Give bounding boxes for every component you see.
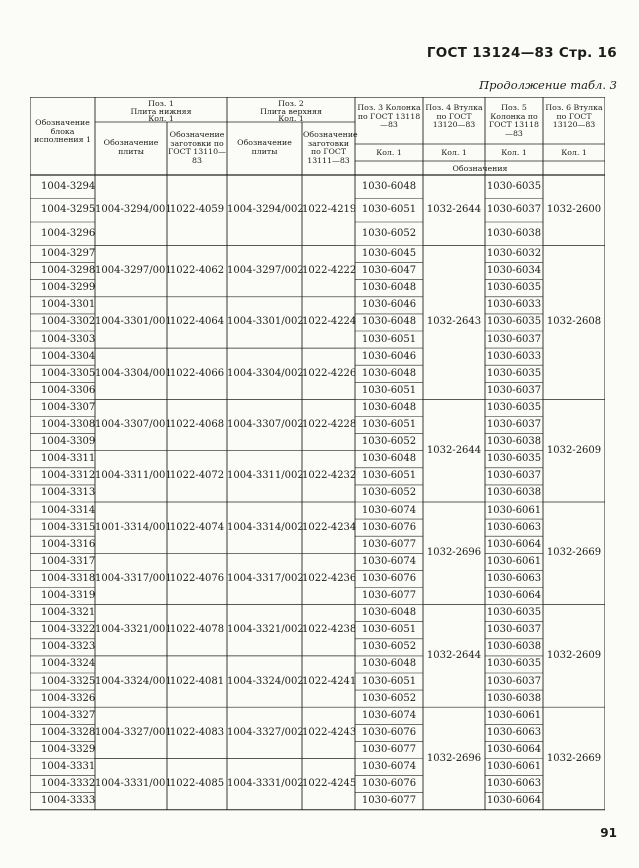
- pos3-column-designation: 1030-6051: [361, 384, 417, 396]
- header-pos1-name: Плита нижняя: [130, 107, 192, 116]
- pos5-column-designation: 1030-6038: [486, 692, 542, 704]
- upper-plate-blank: 1022-4238: [302, 624, 357, 636]
- block-designation: 1004-3304: [41, 350, 96, 362]
- pos6-bushing-designation: 1032-2669: [546, 547, 602, 559]
- pos3-column-designation: 1030-6077: [361, 590, 417, 602]
- pos5-column-designation: 1030-6061: [486, 504, 542, 516]
- block-designation: 1004-3295: [41, 204, 96, 216]
- page-number: 91: [600, 826, 617, 840]
- upper-plate-blank: 1022-4241: [302, 675, 357, 687]
- pos5-column-designation: 1030-6037: [486, 675, 542, 687]
- pos5-column-designation: 1030-6037: [486, 204, 542, 216]
- upper-plate-blank: 1022-4224: [302, 316, 357, 328]
- lower-plate-blank: 1022-4083: [169, 726, 225, 738]
- block-designation: 1004-3328: [41, 726, 96, 738]
- header-pos5-qty: Кол. 1: [501, 148, 527, 157]
- pos5-column-designation: 1030-6033: [486, 299, 542, 311]
- lower-plate-designation: 1004-3317/001: [95, 572, 172, 584]
- pos4-bushing-designation: 1032-2696: [426, 752, 482, 764]
- header-designations: Обозначения: [452, 164, 508, 173]
- header-blank-13110: Обозначение заготовки по ГОСТ 13110—83: [168, 130, 226, 165]
- pos5-column-designation: 1030-6035: [486, 367, 542, 379]
- pos3-column-designation: 1030-6048: [361, 658, 417, 670]
- pos3-column-designation: 1030-6076: [361, 726, 417, 738]
- block-designation: 1004-3306: [41, 384, 96, 396]
- header-pos6: Поз. 6 Втулка по ГОСТ 13120—83: [545, 103, 603, 130]
- pos3-column-designation: 1030-6051: [361, 624, 417, 636]
- lower-plate-designation: 1004-3294/001: [95, 204, 172, 216]
- header-pos6-qty: Кол. 1: [561, 148, 587, 157]
- pos5-column-designation: 1030-6037: [486, 419, 542, 431]
- upper-plate-blank: 1022-4234: [302, 521, 357, 533]
- block-designation: 1004-3333: [41, 795, 96, 807]
- pos6-bushing-designation: 1032-2609: [546, 444, 602, 456]
- block-designation: 1004-3326: [41, 692, 96, 704]
- block-designation: 1004-3296: [41, 227, 96, 239]
- pos5-column-designation: 1030-6061: [486, 555, 542, 567]
- pos3-column-designation: 1030-6048: [361, 401, 417, 413]
- upper-plate-designation: 1004-3311/002: [227, 470, 304, 482]
- pos5-column-designation: 1030-6035: [486, 282, 542, 294]
- pos5-column-designation: 1030-6063: [486, 572, 542, 584]
- header-blank-13111: Обозначение заготовки по ГОСТ 13111—83: [303, 130, 358, 165]
- upper-plate-designation: 1004-3324/002: [227, 675, 304, 687]
- pos3-column-designation: 1030-6074: [361, 504, 417, 516]
- lower-plate-designation: 1001-3314/001: [95, 521, 172, 533]
- pos5-column-designation: 1030-6038: [486, 436, 542, 448]
- block-designation: 1004-3313: [41, 487, 96, 499]
- block-designation: 1004-3305: [41, 367, 96, 379]
- upper-plate-designation: 1004-3321/002: [227, 624, 304, 636]
- lower-plate-blank: 1022-4068: [169, 419, 225, 431]
- upper-plate-blank: 1022-4226: [302, 367, 357, 379]
- block-designation: 1004-3298: [41, 265, 96, 277]
- pos3-column-designation: 1030-6076: [361, 521, 417, 533]
- upper-plate-blank: 1022-4236: [302, 572, 357, 584]
- pos3-column-designation: 1030-6052: [361, 692, 417, 704]
- block-designation: 1004-3322: [41, 624, 96, 636]
- block-designation: 1004-3331: [41, 761, 96, 773]
- block-designation: 1004-3319: [41, 590, 96, 602]
- pos3-column-designation: 1030-6052: [361, 227, 417, 239]
- pos3-column-designation: 1030-6074: [361, 709, 417, 721]
- header-pos3-qty: Кол. 1: [376, 148, 402, 157]
- pos5-column-designation: 1030-6034: [486, 265, 542, 277]
- pos3-column-designation: 1030-6051: [361, 204, 417, 216]
- header-pos1-qty: Кол. 1: [148, 114, 174, 123]
- pos3-column-designation: 1030-6048: [361, 453, 417, 465]
- pos5-column-designation: 1030-6061: [486, 761, 542, 773]
- upper-plate-designation: 1004-3307/002: [227, 419, 304, 431]
- pos5-column-designation: 1030-6035: [486, 453, 542, 465]
- pos3-column-designation: 1030-6048: [361, 282, 417, 294]
- lower-plate-designation: 1004-3324/001: [95, 675, 172, 687]
- pos3-column-designation: 1030-6074: [361, 761, 417, 773]
- upper-plate-designation: 1004-3294/002: [227, 204, 304, 216]
- pos6-bushing-designation: 1032-2609: [546, 649, 602, 661]
- upper-plate-designation: 1004-3304/002: [227, 367, 304, 379]
- block-designation: 1004-3323: [41, 641, 96, 653]
- lower-plate-designation: 1004-3321/001: [95, 624, 172, 636]
- pos3-column-designation: 1030-6074: [361, 555, 417, 567]
- pos3-column-designation: 1030-6051: [361, 675, 417, 687]
- upper-plate-designation: 1004-3317/002: [227, 572, 304, 584]
- pos5-column-designation: 1030-6064: [486, 743, 542, 755]
- pos5-column-designation: 1030-6038: [486, 487, 542, 499]
- lower-plate-designation: 1004-3311/001: [95, 470, 172, 482]
- pos3-column-designation: 1030-6046: [361, 299, 417, 311]
- header-pos2-name: Плита верхняя: [260, 107, 322, 116]
- lower-plate-blank: 1022-4059: [169, 204, 225, 216]
- pos3-column-designation: 1030-6052: [361, 436, 417, 448]
- pos5-column-designation: 1030-6033: [486, 350, 542, 362]
- pos3-column-designation: 1030-6077: [361, 795, 417, 807]
- lower-plate-blank: 1022-4066: [169, 367, 225, 379]
- pos5-column-designation: 1030-6035: [486, 658, 542, 670]
- lower-plate-blank: 1022-4081: [169, 675, 225, 687]
- block-designation: 1004-3316: [41, 538, 96, 550]
- lower-plate-blank: 1022-4076: [169, 572, 225, 584]
- pos5-column-designation: 1030-6035: [486, 607, 542, 619]
- block-designation: 1004-3309: [41, 436, 96, 448]
- upper-plate-designation: 1004-3314/002: [227, 521, 304, 533]
- block-designation: 1004-3324: [41, 658, 96, 670]
- block-designation: 1004-3303: [41, 333, 96, 345]
- pos5-column-designation: 1030-6035: [486, 180, 542, 192]
- upper-plate-blank: 1022-4232: [302, 470, 357, 482]
- block-designation: 1004-3311: [41, 453, 96, 465]
- pos5-column-designation: 1030-6061: [486, 709, 542, 721]
- block-designation: 1004-3308: [41, 419, 96, 431]
- lower-plate-designation: 1004-3304/001: [95, 367, 172, 379]
- lower-plate-blank: 1022-4085: [169, 778, 225, 790]
- block-designation: 1004-3332: [41, 778, 96, 790]
- lower-plate-blank: 1022-4064: [169, 316, 225, 328]
- lower-plate-designation: 1004-3307/001: [95, 419, 172, 431]
- block-designation: 1004-3307: [41, 401, 96, 413]
- pos3-column-designation: 1030-6048: [361, 180, 417, 192]
- block-designation: 1004-3327: [41, 709, 96, 721]
- block-designation: 1004-3329: [41, 743, 96, 755]
- lower-plate-designation: 1004-3301/001: [95, 316, 172, 328]
- block-designation: 1004-3315: [41, 521, 96, 533]
- lower-plate-designation: 1004-3327/001: [95, 726, 172, 738]
- pos5-column-designation: 1030-6035: [486, 401, 542, 413]
- lower-plate-blank: 1022-4074: [169, 521, 225, 533]
- pos5-column-designation: 1030-6063: [486, 778, 542, 790]
- pos6-bushing-designation: 1032-2600: [546, 204, 602, 216]
- lower-plate-blank: 1022-4062: [169, 265, 225, 277]
- pos5-column-designation: 1030-6037: [486, 624, 542, 636]
- header-pos1: Поз. 1: [148, 99, 174, 108]
- pos3-column-designation: 1030-6052: [361, 641, 417, 653]
- upper-plate-designation: 1004-3327/002: [227, 726, 304, 738]
- header-pos4: Поз. 4 Втулка по ГОСТ 13120—83: [425, 103, 483, 130]
- pos3-column-designation: 1030-6048: [361, 316, 417, 328]
- upper-plate-blank: 1022-4245: [302, 778, 357, 790]
- lower-plate-blank: 1022-4072: [169, 470, 225, 482]
- header-pos2-qty: Кол. 1: [278, 114, 304, 123]
- pos3-column-designation: 1030-6052: [361, 487, 417, 499]
- header-pos3: Поз. 3 Колонка по ГОСТ 13118—83: [357, 103, 421, 130]
- pos5-column-designation: 1030-6063: [486, 726, 542, 738]
- pos3-column-designation: 1030-6051: [361, 333, 417, 345]
- block-designation: 1004-3312: [41, 470, 96, 482]
- header-plate-designation-1: Обозначение плиты: [103, 138, 159, 156]
- pos5-column-designation: 1030-6063: [486, 521, 542, 533]
- block-designation: 1004-3297: [41, 248, 96, 260]
- lower-plate-designation: 1004-3297/001: [95, 265, 172, 277]
- pos3-column-designation: 1030-6077: [361, 743, 417, 755]
- pos5-column-designation: 1030-6064: [486, 795, 542, 807]
- block-designation: 1004-3325: [41, 675, 96, 687]
- pos3-column-designation: 1030-6048: [361, 367, 417, 379]
- pos3-column-designation: 1030-6077: [361, 538, 417, 550]
- header-plate-designation-2: Обозначение плиты: [237, 138, 292, 156]
- pos5-column-designation: 1030-6037: [486, 470, 542, 482]
- pos5-column-designation: 1030-6037: [486, 384, 542, 396]
- upper-plate-designation: 1004-3297/002: [227, 265, 304, 277]
- pos4-bushing-designation: 1032-2644: [426, 649, 482, 661]
- lower-plate-blank: 1022-4078: [169, 624, 225, 636]
- pos3-column-designation: 1030-6045: [361, 248, 417, 260]
- pos3-column-designation: 1030-6076: [361, 572, 417, 584]
- block-designation: 1004-3302: [41, 316, 96, 328]
- upper-plate-blank: 1022-4222: [302, 265, 357, 277]
- pos3-column-designation: 1030-6051: [361, 470, 417, 482]
- pos3-column-designation: 1030-6047: [361, 265, 417, 277]
- pos3-column-designation: 1030-6046: [361, 350, 417, 362]
- upper-plate-designation: 1004-3301/002: [227, 316, 304, 328]
- block-designation: 1004-3314: [41, 504, 96, 516]
- block-designation: 1004-3318: [41, 572, 96, 584]
- pos3-column-designation: 1030-6048: [361, 607, 417, 619]
- header-block-designation: Обозначение блока исполнения 1: [34, 118, 91, 145]
- pos5-column-designation: 1030-6064: [486, 538, 542, 550]
- block-designation: 1004-3294: [41, 180, 96, 192]
- pos4-bushing-designation: 1032-2696: [426, 547, 482, 559]
- header-pos2: Поз. 2: [278, 99, 304, 108]
- pos4-bushing-designation: 1032-2644: [426, 204, 482, 216]
- pos6-bushing-designation: 1032-2669: [546, 752, 602, 764]
- data-table: [30, 97, 605, 817]
- table-continuation-label: Продолжение табл. 3: [479, 78, 617, 92]
- page-header: ГОСТ 13124—83 Стр. 16: [426, 45, 617, 61]
- lower-plate-designation: 1004-3331/001: [95, 778, 172, 790]
- header-pos4-qty: Кол. 1: [441, 148, 467, 157]
- pos5-column-designation: 1030-6032: [486, 248, 542, 260]
- pos3-column-designation: 1030-6051: [361, 419, 417, 431]
- header-pos5: Поз. 5 Колонка по ГОСТ 13118—83: [488, 103, 539, 138]
- pos5-column-designation: 1030-6037: [486, 333, 542, 345]
- pos5-column-designation: 1030-6035: [486, 316, 542, 328]
- block-designation: 1004-3321: [41, 607, 96, 619]
- upper-plate-blank: 1022-4219: [302, 204, 357, 216]
- upper-plate-designation: 1004-3331/002: [227, 778, 304, 790]
- pos5-column-designation: 1030-6038: [486, 227, 542, 239]
- block-designation: 1004-3317: [41, 555, 96, 567]
- block-designation: 1004-3299: [41, 282, 96, 294]
- pos4-bushing-designation: 1032-2643: [426, 316, 482, 328]
- block-designation: 1004-3301: [41, 299, 96, 311]
- pos3-column-designation: 1030-6076: [361, 778, 417, 790]
- pos5-column-designation: 1030-6038: [486, 641, 542, 653]
- pos6-bushing-designation: 1032-2608: [546, 316, 602, 328]
- upper-plate-blank: 1022-4243: [302, 726, 357, 738]
- pos4-bushing-designation: 1032-2644: [426, 444, 482, 456]
- pos5-column-designation: 1030-6064: [486, 590, 542, 602]
- upper-plate-blank: 1022-4228: [302, 419, 357, 431]
